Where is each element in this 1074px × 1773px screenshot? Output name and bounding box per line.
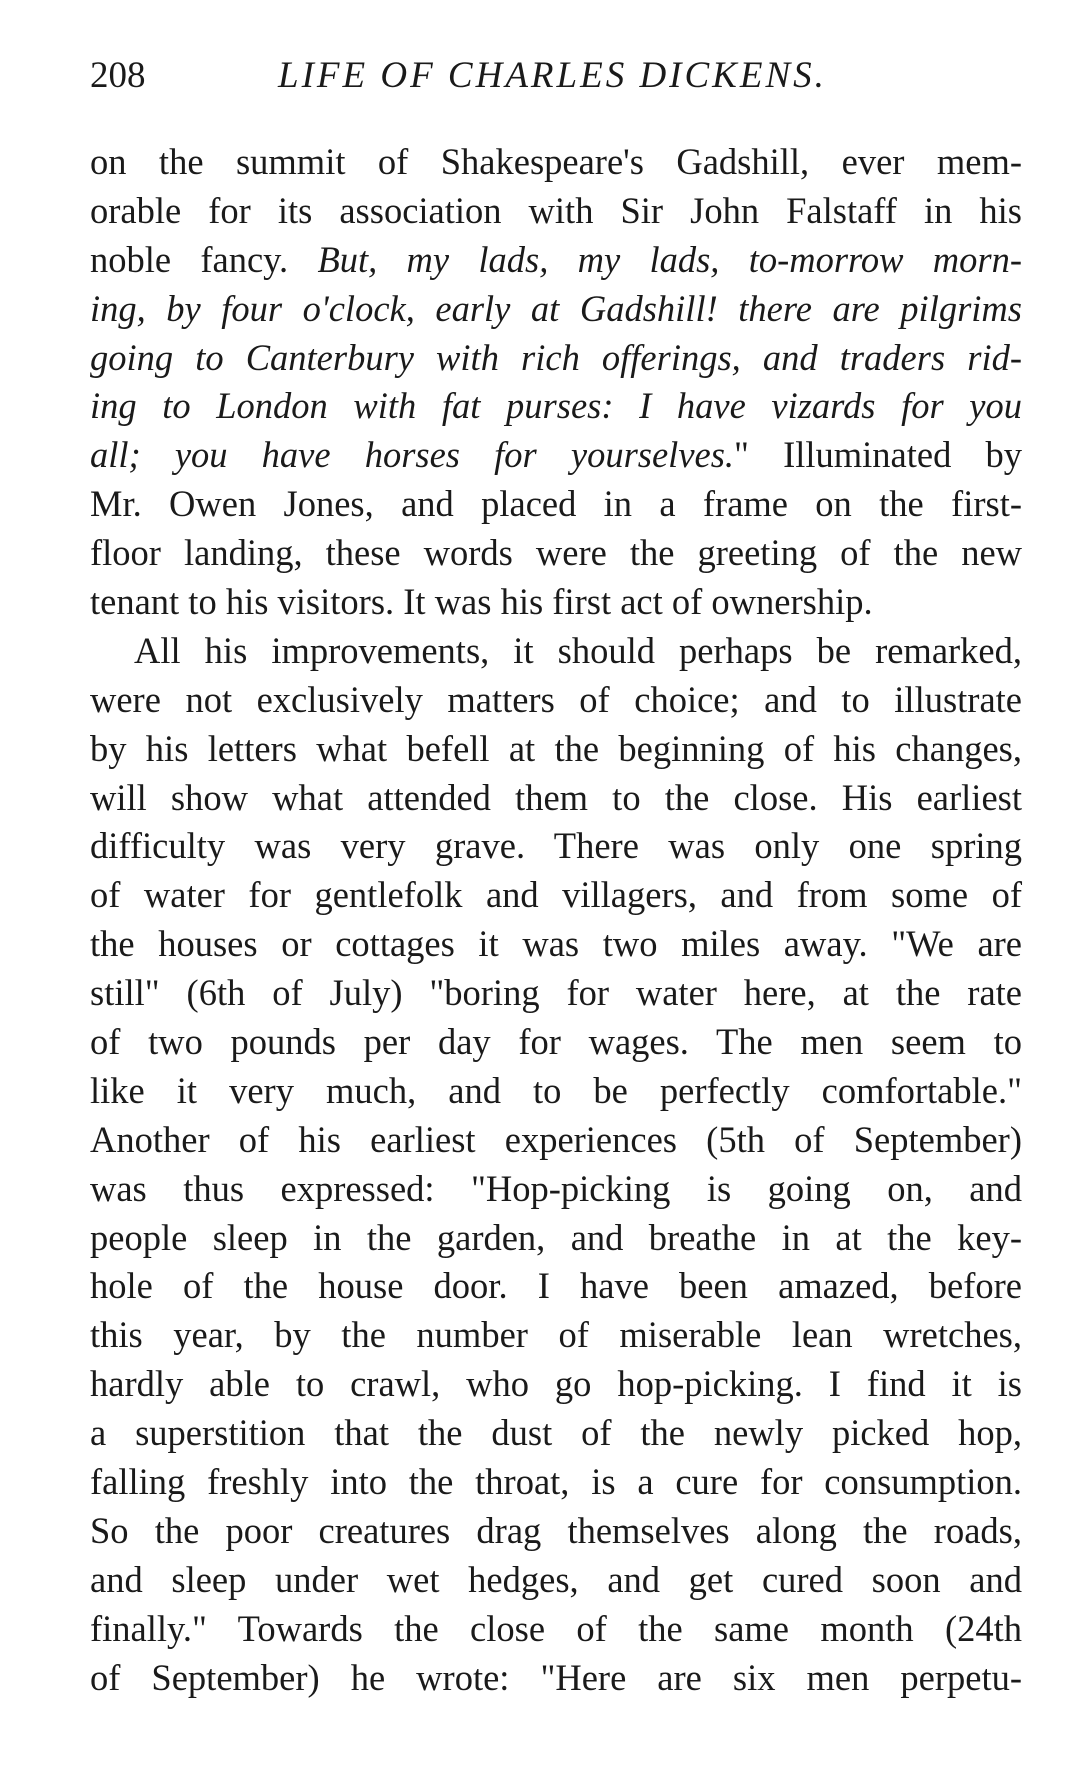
- text-line: people sleep in the garden, and breathe in at the key-: [90, 1216, 1022, 1258]
- text-line: hardly able to crawl, who go hop-picking. I find it is: [90, 1363, 1022, 1405]
- paragraph-start-line: All his improvements, it should perhaps be remarked,: [134, 629, 1022, 671]
- text-line: noble fancy. But, my lads, my lads, to-morrow morn-: [90, 238, 1022, 280]
- text-line: Mr. Owen Jones, and placed in a frame on the first-: [90, 483, 1022, 525]
- text-line: Another of his earliest experiences (5th of September): [90, 1118, 1022, 1160]
- text-line: were not exclusively matters of choice; and to illustrate: [90, 678, 1022, 720]
- text-line: tenant to his visitors. It was his first act of ownership.: [90, 581, 873, 623]
- text-line: falling freshly into the throat, is a cure for consumption.: [90, 1461, 1022, 1503]
- text-line: by his letters what befell at the beginning of his changes,: [90, 727, 1022, 769]
- text-line: on the summit of Shakespeare's Gadshill, ever mem-: [90, 141, 1022, 182]
- text-line: the houses or cottages it was two miles away. "We are: [90, 923, 1022, 965]
- text-line: of water for gentlefolk and villagers, and from some of: [90, 874, 1022, 916]
- text-line: all; you have horses for yourselves." Illuminated by: [90, 434, 1022, 476]
- text-line: ing to London with fat purses: I have vizards for you: [90, 385, 1022, 427]
- text-line: finally." Towards the close of the same month (24th: [90, 1607, 1022, 1649]
- text-line: floor landing, these words were the greeting of the new: [90, 532, 1022, 574]
- text-line: difficulty was very grave. There was only one spring: [90, 825, 1022, 867]
- text-line: like it very much, and to be perfectly comfortable.": [90, 1069, 1022, 1111]
- text-line: orable for its association with Sir John Falstaff in his: [90, 189, 1022, 231]
- page-number: 208: [90, 55, 146, 96]
- body-text: [90, 138, 1022, 1703]
- text-line: ing, by four o'clock, early at Gadshill! there are pilgrims: [90, 287, 1022, 329]
- text-line: of two pounds per day for wages. The men seem to: [90, 1021, 1022, 1063]
- running-head: [90, 48, 1022, 104]
- text-line: this year, by the number of miserable lean wretches,: [90, 1314, 1022, 1356]
- italic-quotation: all; you have horses for yourselves.: [90, 434, 735, 476]
- text-line: going to Canterbury with rich offerings, and traders rid-: [90, 336, 1022, 378]
- text-line: So the poor creatures drag themselves along the roads,: [90, 1509, 1022, 1551]
- text-line: of September) he wrote: "Here are six men perpetu-: [90, 1656, 1022, 1698]
- text-line: a superstition that the dust of the newly picked hop,: [90, 1412, 1022, 1454]
- text-line: and sleep under wet hedges, and get cured soon and: [90, 1558, 1022, 1600]
- italic-quotation: But, my lads, my lads, to-morrow morn-: [317, 238, 1022, 280]
- text-line: hole of the house door. I have been amazed, before: [90, 1265, 1022, 1307]
- text-line: still" (6th of July) "boring for water here, at the rate: [90, 972, 1022, 1014]
- text-line: was thus expressed: "Hop-picking is going on, and: [90, 1167, 1022, 1209]
- running-title: LIFE OF CHARLES DICKENS.: [278, 55, 827, 96]
- text-line: will show what attended them to the close. His earliest: [90, 776, 1022, 818]
